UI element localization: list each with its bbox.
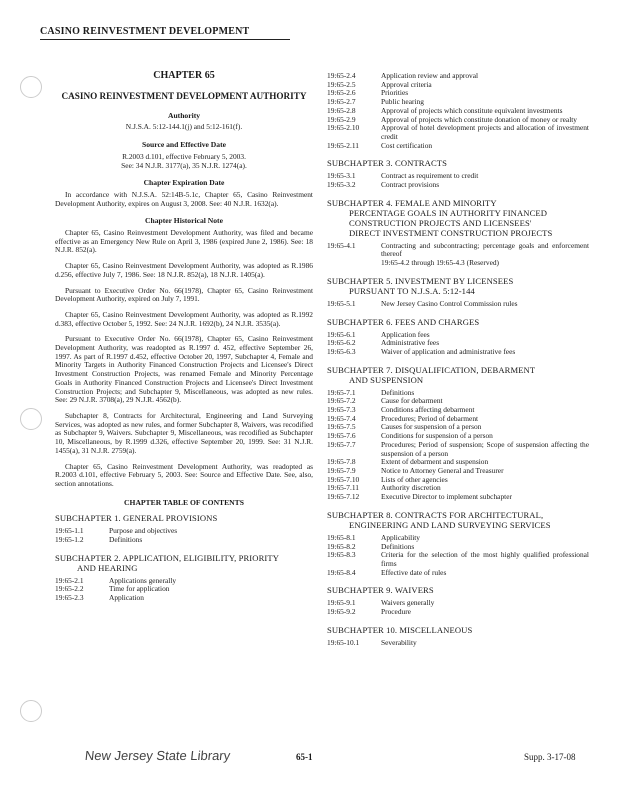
toc-row xyxy=(327,467,589,476)
section-title: Cause for debarment xyxy=(381,396,443,406)
section-number: 19:65-2.1 xyxy=(55,575,84,585)
subchapter-line: SUBCHAPTER 1. GENERAL PROVISIONS xyxy=(55,513,218,524)
section-number: 19:65-7.10 xyxy=(327,474,360,484)
section-number: 19:65-7.12 xyxy=(327,492,360,502)
toc-row xyxy=(327,181,589,190)
toc-row xyxy=(55,594,313,603)
section-number: 19:65-2.6 xyxy=(327,88,356,98)
subchapter-heading xyxy=(55,513,313,523)
section-title: Executive Director to implement subchapter xyxy=(381,492,512,502)
subchapter-heading xyxy=(327,317,589,327)
section-number: 19:65-2.9 xyxy=(327,114,356,124)
right-toc xyxy=(327,158,589,647)
toc-row xyxy=(327,242,589,259)
toc-row xyxy=(327,569,589,578)
history-paragraph: Chapter 65, Casino Reinvestment Development Authority, was readopted as R.2003 d.101, effective February 5, 2003. See: Source and Effective Date. See, also, section annotations. xyxy=(55,461,313,488)
left-column xyxy=(55,72,313,603)
history-paragraph: Chapter 65, Casino Reinvestment Development Authority, was filed and became effective as an Emergency New Rule on April 3, 1986 (expired June 2, 1986). See: 18 N.J.R. 852(a). xyxy=(55,228,313,255)
section-title: Time for application xyxy=(109,584,170,594)
running-header: CASINO REINVESTMENT DEVELOPMENT xyxy=(40,26,290,40)
toc-row xyxy=(327,441,589,458)
section-title: Application fees xyxy=(381,329,430,339)
section-number: 19:65-7.4 xyxy=(327,413,356,423)
subchapter-heading xyxy=(55,553,313,573)
section-number: 19:65-4.1 xyxy=(327,240,356,250)
section-number: 19:65-6.2 xyxy=(327,338,356,348)
section-title: Priorities xyxy=(381,88,409,98)
expiration-text: In accordance with N.J.S.A. 52:14B-5.1c, Chapter 65, Casino Reinvestment Development Authority, expires on August 3, 2008. See: 40 N.J.R. 1632(a). xyxy=(55,189,313,208)
source-line: See: 34 N.J.R. 3177(a), 35 N.J.R. 1274(a). xyxy=(121,160,247,170)
supplement-date: Supp. 3-17-08 xyxy=(524,752,576,762)
section-title: Approval of hotel development projects and allocation of investment credit xyxy=(381,123,589,141)
subchapter-heading xyxy=(327,276,589,296)
section-title: Causes for suspension of a person xyxy=(381,422,482,432)
subchapter-line: DIRECT INVESTMENT CONSTRUCTION PROJECTS xyxy=(349,227,553,238)
section-number: 19:65-2.10 xyxy=(327,123,360,133)
section-number: 19:65-5.1 xyxy=(327,298,356,308)
subchapter-heading xyxy=(327,158,589,168)
subchapter-heading xyxy=(327,625,589,635)
section-number: 19:65-8.4 xyxy=(327,567,356,577)
subchapter-line: SUBCHAPTER 5. INVESTMENT BY LICENSEES xyxy=(327,275,514,286)
toc-row xyxy=(327,493,589,502)
subchapter-line: AND HEARING xyxy=(77,562,138,573)
section-title: Conditions affecting debarment xyxy=(381,405,475,415)
toc-row xyxy=(327,599,589,608)
chapter-title: CHAPTER 65 xyxy=(153,70,215,81)
toc-row xyxy=(55,527,313,536)
section-number: 19:65-6.1 xyxy=(327,329,356,339)
section-title: Contracting and subcontracting; percentage goals and enforcement thereof xyxy=(381,240,589,259)
section-number: 19:65-2.4 xyxy=(327,71,356,80)
section-title: Approval of projects which constitute donation of money or realty xyxy=(381,114,578,124)
subchapter-line: CONSTRUCTION PROJECTS AND LICENSEES' xyxy=(349,217,532,228)
subchapter-line: SUBCHAPTER 2. APPLICATION, ELIGIBILITY, PRIORITY xyxy=(55,552,280,563)
toc-row xyxy=(327,72,589,81)
toc-continued xyxy=(327,72,589,150)
section-title: Severability xyxy=(381,637,417,647)
section-title: Lists of other agencies xyxy=(381,474,448,484)
toc-row xyxy=(327,551,589,568)
history-paragraph: Chapter 65, Casino Reinvestment Development Authority, was adopted as R.1986 d.256, effective July 7, 1986. See: 18 N.J.R. 852(a), 18 N.J.R. 1405(a). xyxy=(55,261,313,279)
section-title: Approval criteria xyxy=(381,79,432,89)
toc-row xyxy=(327,89,589,98)
section-title: Definitions xyxy=(381,387,415,397)
toc-row xyxy=(327,348,589,357)
toc-row xyxy=(55,577,313,586)
library-stamp: New Jersey State Library xyxy=(84,748,232,763)
section-number: 19:65-1.1 xyxy=(55,526,84,536)
section-title: Public hearing xyxy=(381,97,424,107)
section-title: Application xyxy=(109,593,144,603)
section-number: 19:65-7.6 xyxy=(327,431,356,441)
section-title: Applications generally xyxy=(109,575,177,585)
section-title: 19:65-4.2 through 19:65-4.3 (Reserved) xyxy=(381,258,500,268)
page-number: 65-1 xyxy=(296,752,313,762)
section-number: 19:65-2.7 xyxy=(327,97,356,107)
toc-row xyxy=(327,172,589,181)
section-number xyxy=(327,259,381,268)
section-number: 19:65-9.2 xyxy=(327,607,356,617)
section-title: Waiver of application and administrative fees xyxy=(381,346,516,356)
history-paragraph: Chapter 65, Casino Reinvestment Development Authority, was adopted as R.1992 d.383, effective October 5, 1992. See: 24 N.J.R. 1692(b), 24 N.J.R. 3535(a). xyxy=(55,309,313,328)
subchapter-heading xyxy=(327,365,589,385)
section-number: 19:65-1.2 xyxy=(55,535,84,545)
section-title: Approval of projects which constitute equivalent investments xyxy=(381,105,563,115)
section-number: 19:65-2.8 xyxy=(327,105,356,115)
section-title: Notice to Attorney General and Treasurer xyxy=(381,465,504,475)
toc-row xyxy=(327,124,589,141)
toc-row xyxy=(327,534,589,543)
section-title: Cost certification xyxy=(381,140,433,150)
subchapter-line: SUBCHAPTER 6. FEES AND CHARGES xyxy=(327,316,480,327)
section-number: 19:65-7.9 xyxy=(327,465,356,475)
section-title: Criteria for the selection of the most highly qualified professional firms xyxy=(381,550,589,568)
section-title: Authority discretion xyxy=(381,483,441,493)
section-title: Contract provisions xyxy=(381,180,440,190)
section-number: 19:65-2.11 xyxy=(327,140,359,150)
right-column xyxy=(327,72,589,647)
punch-hole xyxy=(20,76,42,98)
section-number: 19:65-7.7 xyxy=(327,439,356,449)
toc-row xyxy=(55,585,313,594)
toc-row xyxy=(327,389,589,398)
section-title: Waivers generally xyxy=(381,598,435,608)
toc-row xyxy=(327,142,589,151)
source-heading: Source and Effective Date xyxy=(141,140,226,150)
section-title: Definitions xyxy=(381,541,415,551)
left-toc xyxy=(55,513,313,603)
subchapter-line: SUBCHAPTER 4. FEMALE AND MINORITY xyxy=(327,197,497,208)
authority-text: N.J.S.A. 5:12-144.1(j) and 5:12-161(f). xyxy=(125,122,243,132)
section-number: 19:65-3.2 xyxy=(327,180,356,190)
punch-hole xyxy=(20,700,42,722)
subchapter-line: AND SUSPENSION xyxy=(349,374,424,385)
section-number: 19:65-2.2 xyxy=(55,584,84,594)
section-number: 19:65-8.3 xyxy=(327,550,356,560)
subchapter-line: SUBCHAPTER 9. WAIVERS xyxy=(327,585,434,596)
subchapter-line: SUBCHAPTER 8. CONTRACTS FOR ARCHITECTURAL, xyxy=(327,509,544,520)
section-number: 19:65-10.1 xyxy=(327,637,360,647)
subchapter-heading xyxy=(327,198,589,238)
section-number: 19:65-6.3 xyxy=(327,346,356,356)
toc-row xyxy=(327,608,589,617)
section-title: Procedures; Period of debarment xyxy=(381,413,479,423)
subchapter-line: ENGINEERING AND LAND SURVEYING SERVICES xyxy=(349,519,551,530)
toc-row xyxy=(327,81,589,90)
subchapter-line: PURSUANT TO N.J.S.A. 5:12-144 xyxy=(349,285,475,296)
section-title: Procedure xyxy=(381,607,411,617)
section-number: 19:65-2.3 xyxy=(55,593,84,603)
toc-title: CHAPTER TABLE OF CONTENTS xyxy=(124,497,244,507)
toc-row xyxy=(55,536,313,545)
section-title: Definitions xyxy=(109,535,143,545)
toc-row xyxy=(327,331,589,340)
punch-hole xyxy=(20,408,42,430)
section-number: 19:65-2.5 xyxy=(327,79,356,89)
subchapter-heading xyxy=(327,510,589,530)
toc-row xyxy=(327,639,589,648)
section-title: Effective date of rules xyxy=(381,567,447,577)
source-line: R.2003 d.101, effective February 5, 2003. xyxy=(122,151,246,161)
toc-row xyxy=(327,300,589,309)
toc-row xyxy=(327,476,589,485)
authority-heading: Authority xyxy=(167,110,201,120)
section-title: New Jersey Casino Control Commission rules xyxy=(381,298,518,308)
section-title: Contract as requirement to credit xyxy=(381,171,479,181)
section-number: 19:65-7.8 xyxy=(327,457,356,467)
subchapter-line: PERCENTAGE GOALS IN AUTHORITY FINANCED xyxy=(349,207,548,218)
section-number: 19:65-8.1 xyxy=(327,532,356,542)
history-paragraph: Pursuant to Executive Order No. 66(1978), Chapter 65, Casino Reinvestment Development Authority, expired on July 7, 1991. xyxy=(55,285,313,304)
history-paragraph: Subchapter 8, Contracts for Architectural, Engineering and Land Surveying Services, was adopted as new rules, and former Subchapter 8, Waivers, was recodified as Subchapter 9, Waivers. Subchapter 9, Miscellaneous, was recodified as Subchapter 10, Miscellaneous, by R.1999 d.326, effective September 20, 1999. See: 31 N.J.R. 1455(a), 31 N.J.R. 2759(a). xyxy=(55,410,313,455)
section-number: 19:65-7.1 xyxy=(327,387,356,397)
section-number: 19:65-3.1 xyxy=(327,171,356,181)
chapter-name: CASINO REINVESTMENT DEVELOPMENT AUTHORITY xyxy=(61,90,307,101)
subchapter-line: SUBCHAPTER 3. CONTRACTS xyxy=(327,158,448,169)
subchapter-heading xyxy=(327,585,589,595)
section-title: Procedures; Period of suspension; Scope of suspension affecting the suspension of a person xyxy=(381,439,589,458)
history-heading: Chapter Historical Note xyxy=(145,216,223,226)
toc-row xyxy=(327,259,589,268)
section-title: Conditions for suspension of a person xyxy=(381,431,493,441)
section-number: 19:65-7.5 xyxy=(327,422,356,432)
section-title: Extent of debarment and suspension xyxy=(381,457,489,467)
section-title: Administrative fees xyxy=(381,338,440,348)
subchapter-line: SUBCHAPTER 10. MISCELLANEOUS xyxy=(327,624,473,635)
section-title: Application review and approval xyxy=(381,71,479,80)
section-number: 19:65-7.3 xyxy=(327,405,356,415)
section-title: Purpose and objectives xyxy=(109,526,178,536)
section-number: 19:65-8.2 xyxy=(327,541,356,551)
section-title: Applicability xyxy=(381,532,420,542)
expiration-heading: Chapter Expiration Date xyxy=(143,178,225,188)
section-number: 19:65-7.11 xyxy=(327,483,359,493)
subchapter-line: SUBCHAPTER 7. DISQUALIFICATION, DEBARMENT xyxy=(327,364,536,375)
section-number: 19:65-9.1 xyxy=(327,598,356,608)
history-paragraph: Pursuant to Executive Order No. 66(1978), Chapter 65, Casino Reinvestment Development Authority, was readopted as R.1997 d. 452, effective September 26, 1997. As part of R.1997 d.452, effective October 20, 1997, Subchapter 4, Female and Minority Targets in Authority Financed Construction Projects and Licensee's Direct Investment Construction Projects, was renamed Female and Minority Percentage Goals in Authority Financed Construction Projects and Licensee's Direct Investment Construction Projects; and Subchapter 9, Miscellaneous, was adopted as new rules. See: 29 N.J.R. 3708(a), 29 N.J.R. 4562(b). xyxy=(55,334,313,405)
section-number: 19:65-7.2 xyxy=(327,396,356,406)
